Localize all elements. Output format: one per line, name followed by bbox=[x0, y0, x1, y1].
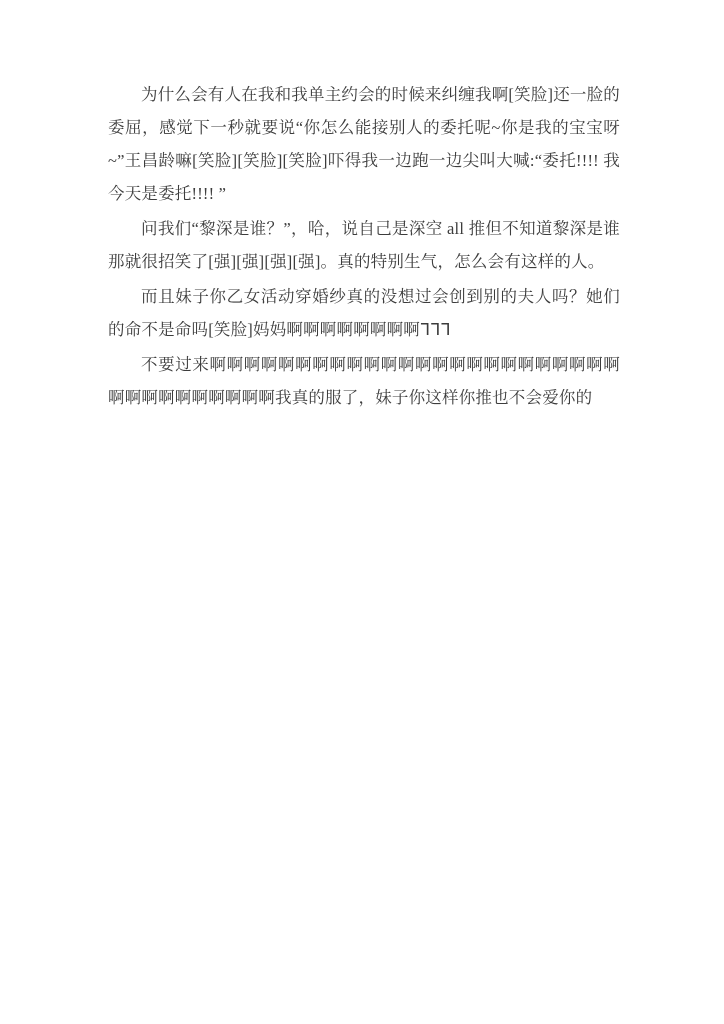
document-text-body bbox=[108, 78, 620, 416]
paragraph: 不要过来啊啊啊啊啊啊啊啊啊啊啊啊啊啊啊啊啊啊啊啊啊啊啊啊啊啊啊啊啊啊啊啊啊啊我真的服了，妹子你这样你推也不会爱你的 bbox=[108, 355, 620, 407]
paragraph: 为什么会有人在我和我单主约会的时候来纠缠我啊[笑脸]还一脸的委屈，感觉下一秒就要说“你怎么能接别人的委托呢~你是我的宝宝呀~”王昌龄嘛[笑脸][笑脸][笑脸]吓得我一边跑一边尖叫大喊:“委托!!!! 我今天是委托!!!! ” bbox=[108, 85, 620, 203]
paragraph: 而且妹子你乙女活动穿婚纱真的没想过会创到别的夫人吗？她们的命不是命吗[笑脸]妈妈啊啊啊啊啊啊啊啊ᒣᒣᒣ bbox=[108, 287, 620, 339]
paragraph: 问我们“黎深是谁？”，哈，说自己是深空 all 推但不知道黎深是谁那就很招笑了[强][强][强][强]。真的特别生气，怎么会有这样的人。 bbox=[108, 219, 620, 271]
